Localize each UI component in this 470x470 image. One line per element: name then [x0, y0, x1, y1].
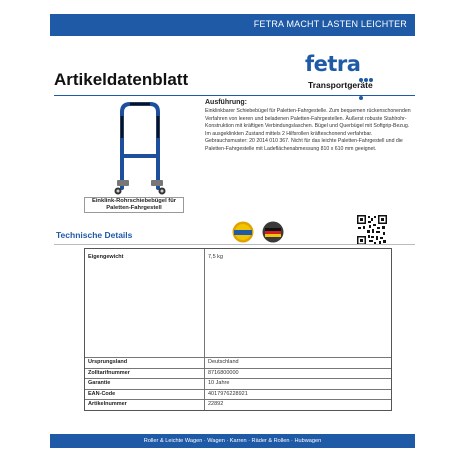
specs-table: [84, 248, 392, 411]
product-image: [100, 98, 180, 196]
table-row: [85, 379, 391, 390]
footer-bar: [50, 434, 415, 448]
guarantee-badge-icon: [232, 221, 254, 243]
table-row: [85, 369, 391, 380]
spec-label: Ursprungsland: [85, 358, 205, 368]
brand-subtitle: Transportgeräte: [308, 80, 373, 90]
product-caption-box: [84, 197, 184, 213]
spec-label: Artikelnummer: [85, 400, 205, 410]
product-caption: Einklink-Rohrschiebebügel für Paletten-Fahrgestell: [91, 198, 177, 211]
footer-categories: Roller & Leichte Wagen · Wagen · Karren · Räder & Rollen · Hubwagen: [143, 438, 322, 444]
spec-label: EAN-Code: [85, 390, 205, 400]
table-row: [85, 390, 391, 401]
technical-details-heading: Technische Details: [56, 230, 133, 240]
qr-code-icon: [357, 215, 387, 245]
spec-label: Eigengewicht: [85, 249, 205, 357]
header-slogan: FETRA MACHT LASTEN LEICHTER: [253, 19, 407, 29]
spec-label: Zolltarifnummer: [85, 369, 205, 379]
spec-value: 7,5 kg: [208, 254, 223, 260]
spec-value: 10 Jahre: [208, 380, 230, 386]
description-text: Einklinkbarer Schiebebügel für Paletten-Fahrgestelle. Zum bequemen rückenschonenden Verfahren von leeren und beladenen Paletten-Fahrgestellen. Äußerst robuste Stahlrohr-Konstruktion mit kräftigen Verbindungslaschen. Bügel und Querbügel mit Softgrip-Bezug. Im ausgeklinkten Zustand mittels 2 Hilfsrollen kräfteschonend verfahrbar. Gebrauchsmuster: 20 2014 010 367. Nicht für das leichte Paletten-Fahrgestell und die Paletten-Fahrgestelle mit Ladeflächenabmessung 810 x 610 mm geeignet.: [205, 108, 411, 152]
table-row: [85, 400, 391, 410]
spec-value: 4017976228921: [208, 390, 248, 397]
table-row: [85, 249, 391, 358]
spec-value: 22892: [208, 401, 224, 407]
description-title: Ausführung:: [205, 99, 247, 106]
header-bar: [50, 14, 415, 36]
spec-value: Deutschland: [208, 359, 239, 365]
made-in-germany-badge-icon: [262, 221, 284, 243]
spec-label: Garantie: [85, 379, 205, 389]
section-divider: [54, 244, 415, 245]
table-row: [85, 358, 391, 369]
logo-wordmark: fetra: [305, 52, 361, 76]
page-title: Artikeldatenblatt: [54, 70, 189, 89]
header-divider: [54, 95, 415, 96]
fetra-logo: [305, 54, 375, 80]
spec-value: 8716800000: [208, 369, 239, 376]
